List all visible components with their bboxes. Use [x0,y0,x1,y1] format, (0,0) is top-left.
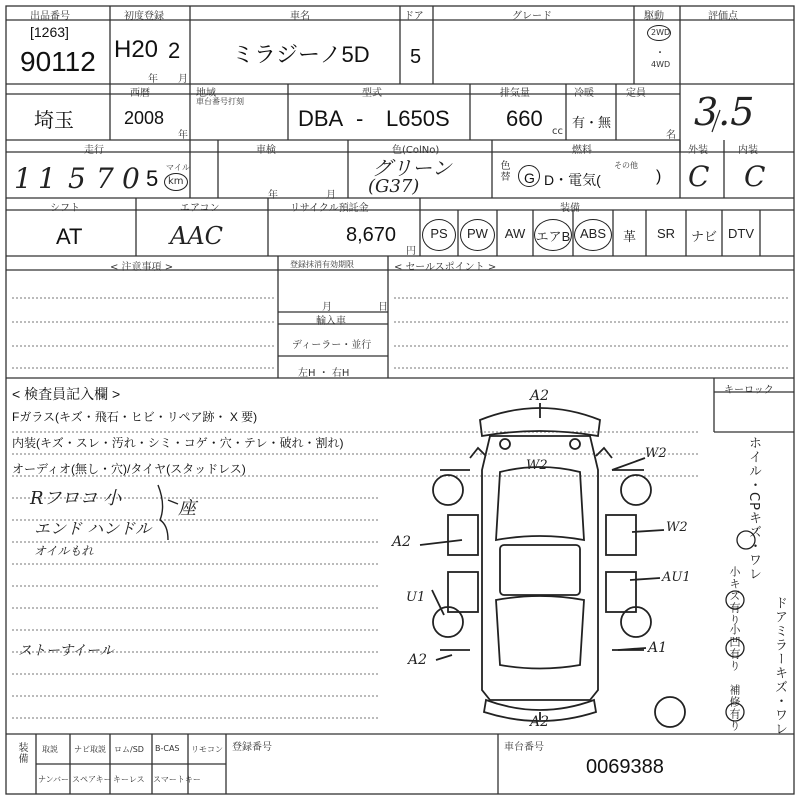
yen-unit: 円 [406,246,416,257]
equip-pw: PW [467,226,488,241]
cc-unit: cc [552,126,563,137]
drive-2wd: 2WD [651,28,671,37]
shift-value: AT [56,224,83,249]
first-registration-label: 初度登録 [124,11,164,22]
ac-label: 冷暖 [574,88,594,99]
valid-label: 登録抹消有効期限 [290,260,354,269]
model-prefix: DBA [298,106,344,131]
handle-option: 左H ・ 右H [298,368,350,379]
interior-score: C [744,160,766,193]
year-unit-2: 年 [178,130,188,141]
fuel-close: ) [656,168,662,185]
mark-front-right: W2 [645,446,667,461]
side-note-dent: 小凹有り [728,624,741,672]
equip-aw: AW [504,226,526,241]
mark-left-door: A2 [392,534,412,550]
mark-right-mid: W2 [666,520,688,535]
color-change: 色替 [498,160,509,182]
car-name: ミラジーノ5D [232,42,370,67]
inspection-label: 車検 [256,145,276,156]
exterior-score: C [688,160,710,193]
fuel-gas: G [524,170,535,186]
equipment-label: 装備 [560,203,580,214]
lot-number-label: 出品番号 [30,11,70,22]
equip-dtv: DTV [728,226,754,241]
aircon-label: エアコン [180,203,220,214]
mark-left-rear: U1 [406,590,426,605]
mileage-unit-mile: マイル [166,163,190,172]
fuel-gas-circle [518,165,540,187]
footer-number-plate: ナンバー [38,775,70,784]
area-label: 地域 [196,88,216,99]
hand-note-1: Rフロコ 小 [30,488,122,509]
person-unit: 名 [666,130,676,141]
car-name-label: 車名 [290,11,310,22]
caution-label: < 注意事項 > [110,262,174,273]
mark-roof: W2 [526,458,548,473]
mileage-digit-4: 7 [96,162,114,195]
hand-note-4: ストーすイール [18,643,114,659]
recycle-label: リサイクル預託金 [290,203,369,214]
model-dash: - [356,106,364,131]
shift-label: シフト [50,203,80,214]
grade-label: グレード [512,11,552,22]
side-note-repair: 補修有り [728,684,741,732]
score-label: 評価点 [708,11,738,22]
lot-number: 90112 [20,46,96,77]
mileage-digit-3: 5 [68,162,86,195]
registration-number-label: 登録番号 [232,742,272,753]
equip-airbag-circle [534,219,572,251]
side-note-mirror: ドアミラーキズ・ワレ [772,596,787,736]
footer-rom-sd: ロム/SD [114,745,144,754]
door-label: ドア [404,11,424,22]
drive-2wd-circle [647,25,671,41]
keylock-label: キーロック [724,385,774,396]
mark-right-rear: AU1 [662,570,691,585]
color-name: グリーン [372,156,452,180]
sales-point-label: < セールスポイント > [394,262,497,273]
displacement-value: 660 [506,106,543,131]
dealer-option: ディーラー・並行 [292,340,372,351]
mark-rear-right: A1 [648,640,668,656]
chassis-number: 0069388 [586,756,664,778]
registration-era: H20 [114,36,159,63]
ac-option: 有・無 [572,115,612,130]
mileage-digit-1: 1 [14,162,32,195]
score-value: 3.5 [694,90,755,134]
mileage-digit-6: 5 [146,166,159,191]
capacity-label: 定員 [626,88,646,99]
footer-smart-key: スマートキー [153,775,201,784]
inspection-month-unit: 月 [326,190,336,201]
glass-line: Fガラス(キズ・飛石・ヒビ・リペア跡・ X 要) [12,410,258,424]
interior-line: 内装(キズ・スレ・汚れ・シミ・コゲ・穴・テレ・破れ・割れ) [12,436,344,450]
side-note-scratch: 小キズ有り [728,566,741,626]
equip-airbag: エアB [535,229,571,244]
inspection-year-unit: 年 [268,190,278,201]
color-code: (G37) [368,176,420,197]
interior-label: 内装 [738,145,758,156]
mark-bottom: A2 [530,714,550,730]
west-year-label: 西暦 [130,88,150,99]
equip-leather: 革 [622,229,636,244]
audio-tire-line: オーディオ(無し・穴)/タイヤ(スタッドレス) [12,462,246,476]
model-code: L650S [386,106,450,131]
footer-equip-label: 装備 [16,742,27,764]
fuel-label: 燃料 [572,145,592,156]
displacement-label: 排気量 [500,88,530,99]
footer-remote: リモコン [191,745,223,754]
drive-dot: ・ [655,48,665,59]
mileage-label: 走行 [84,145,104,156]
area-value: 埼玉 [34,110,74,132]
mileage-unit-km: km [168,176,184,187]
month-unit: 月 [178,74,188,85]
mileage-digit-2: 1 [38,162,56,195]
drive-label: 駆動 [644,11,664,22]
equip-pw-circle [460,219,495,251]
footer-bcas: B-CAS [155,744,180,753]
year-unit: 年 [148,74,158,85]
footer-spare-key: スペアキー [72,775,112,784]
aircon-value: AAC [170,222,224,250]
footer-manual: 取説 [42,745,58,754]
fuel-other-label: その他 [614,161,638,170]
hand-note-2: エンド ハンドル [34,519,152,538]
mark-top: A2 [530,388,550,404]
recycle-value: 8,670 [346,224,397,246]
model-label: 型式 [362,88,382,99]
footer-navi-manual: ナビ取説 [74,745,106,754]
mileage-digit-5: 0 [122,162,140,195]
footer-keyless: キーレス [113,775,145,784]
valid-day-unit: 日 [378,302,388,313]
equip-ps-circle [422,219,456,251]
equip-navi: ナビ [690,229,717,244]
fuel-other-options: D・電気( [544,172,601,188]
equip-abs: ABS [579,226,606,241]
side-note-wheel: ホイル・CPキズ・ワレ [746,436,761,581]
chassis-number-label: 車台番号 [504,742,544,753]
equip-sr: SR [656,226,676,241]
equip-ps: PS [430,226,448,241]
registration-month: 2 [168,38,181,63]
inspector-title: < 検査員記入欄 > [12,386,121,402]
west-year-value: 2008 [124,108,165,128]
equip-abs-circle [574,219,612,251]
valid-month-unit: 月 [322,302,332,313]
door-count: 5 [410,46,422,68]
mark-rear-left: A2 [408,652,428,668]
color-label: 色(ColNo) [392,145,440,156]
exterior-label: 外装 [688,145,708,156]
import-label: 輸入車 [316,316,346,327]
hand-note-1b: 座 [178,498,196,519]
hand-note-3: オイルもれ [34,544,94,558]
inspector-label: 車台番号打刻 [196,97,244,106]
lot-code: [1263] [30,24,69,40]
drive-4wd: 4WD [651,60,671,69]
